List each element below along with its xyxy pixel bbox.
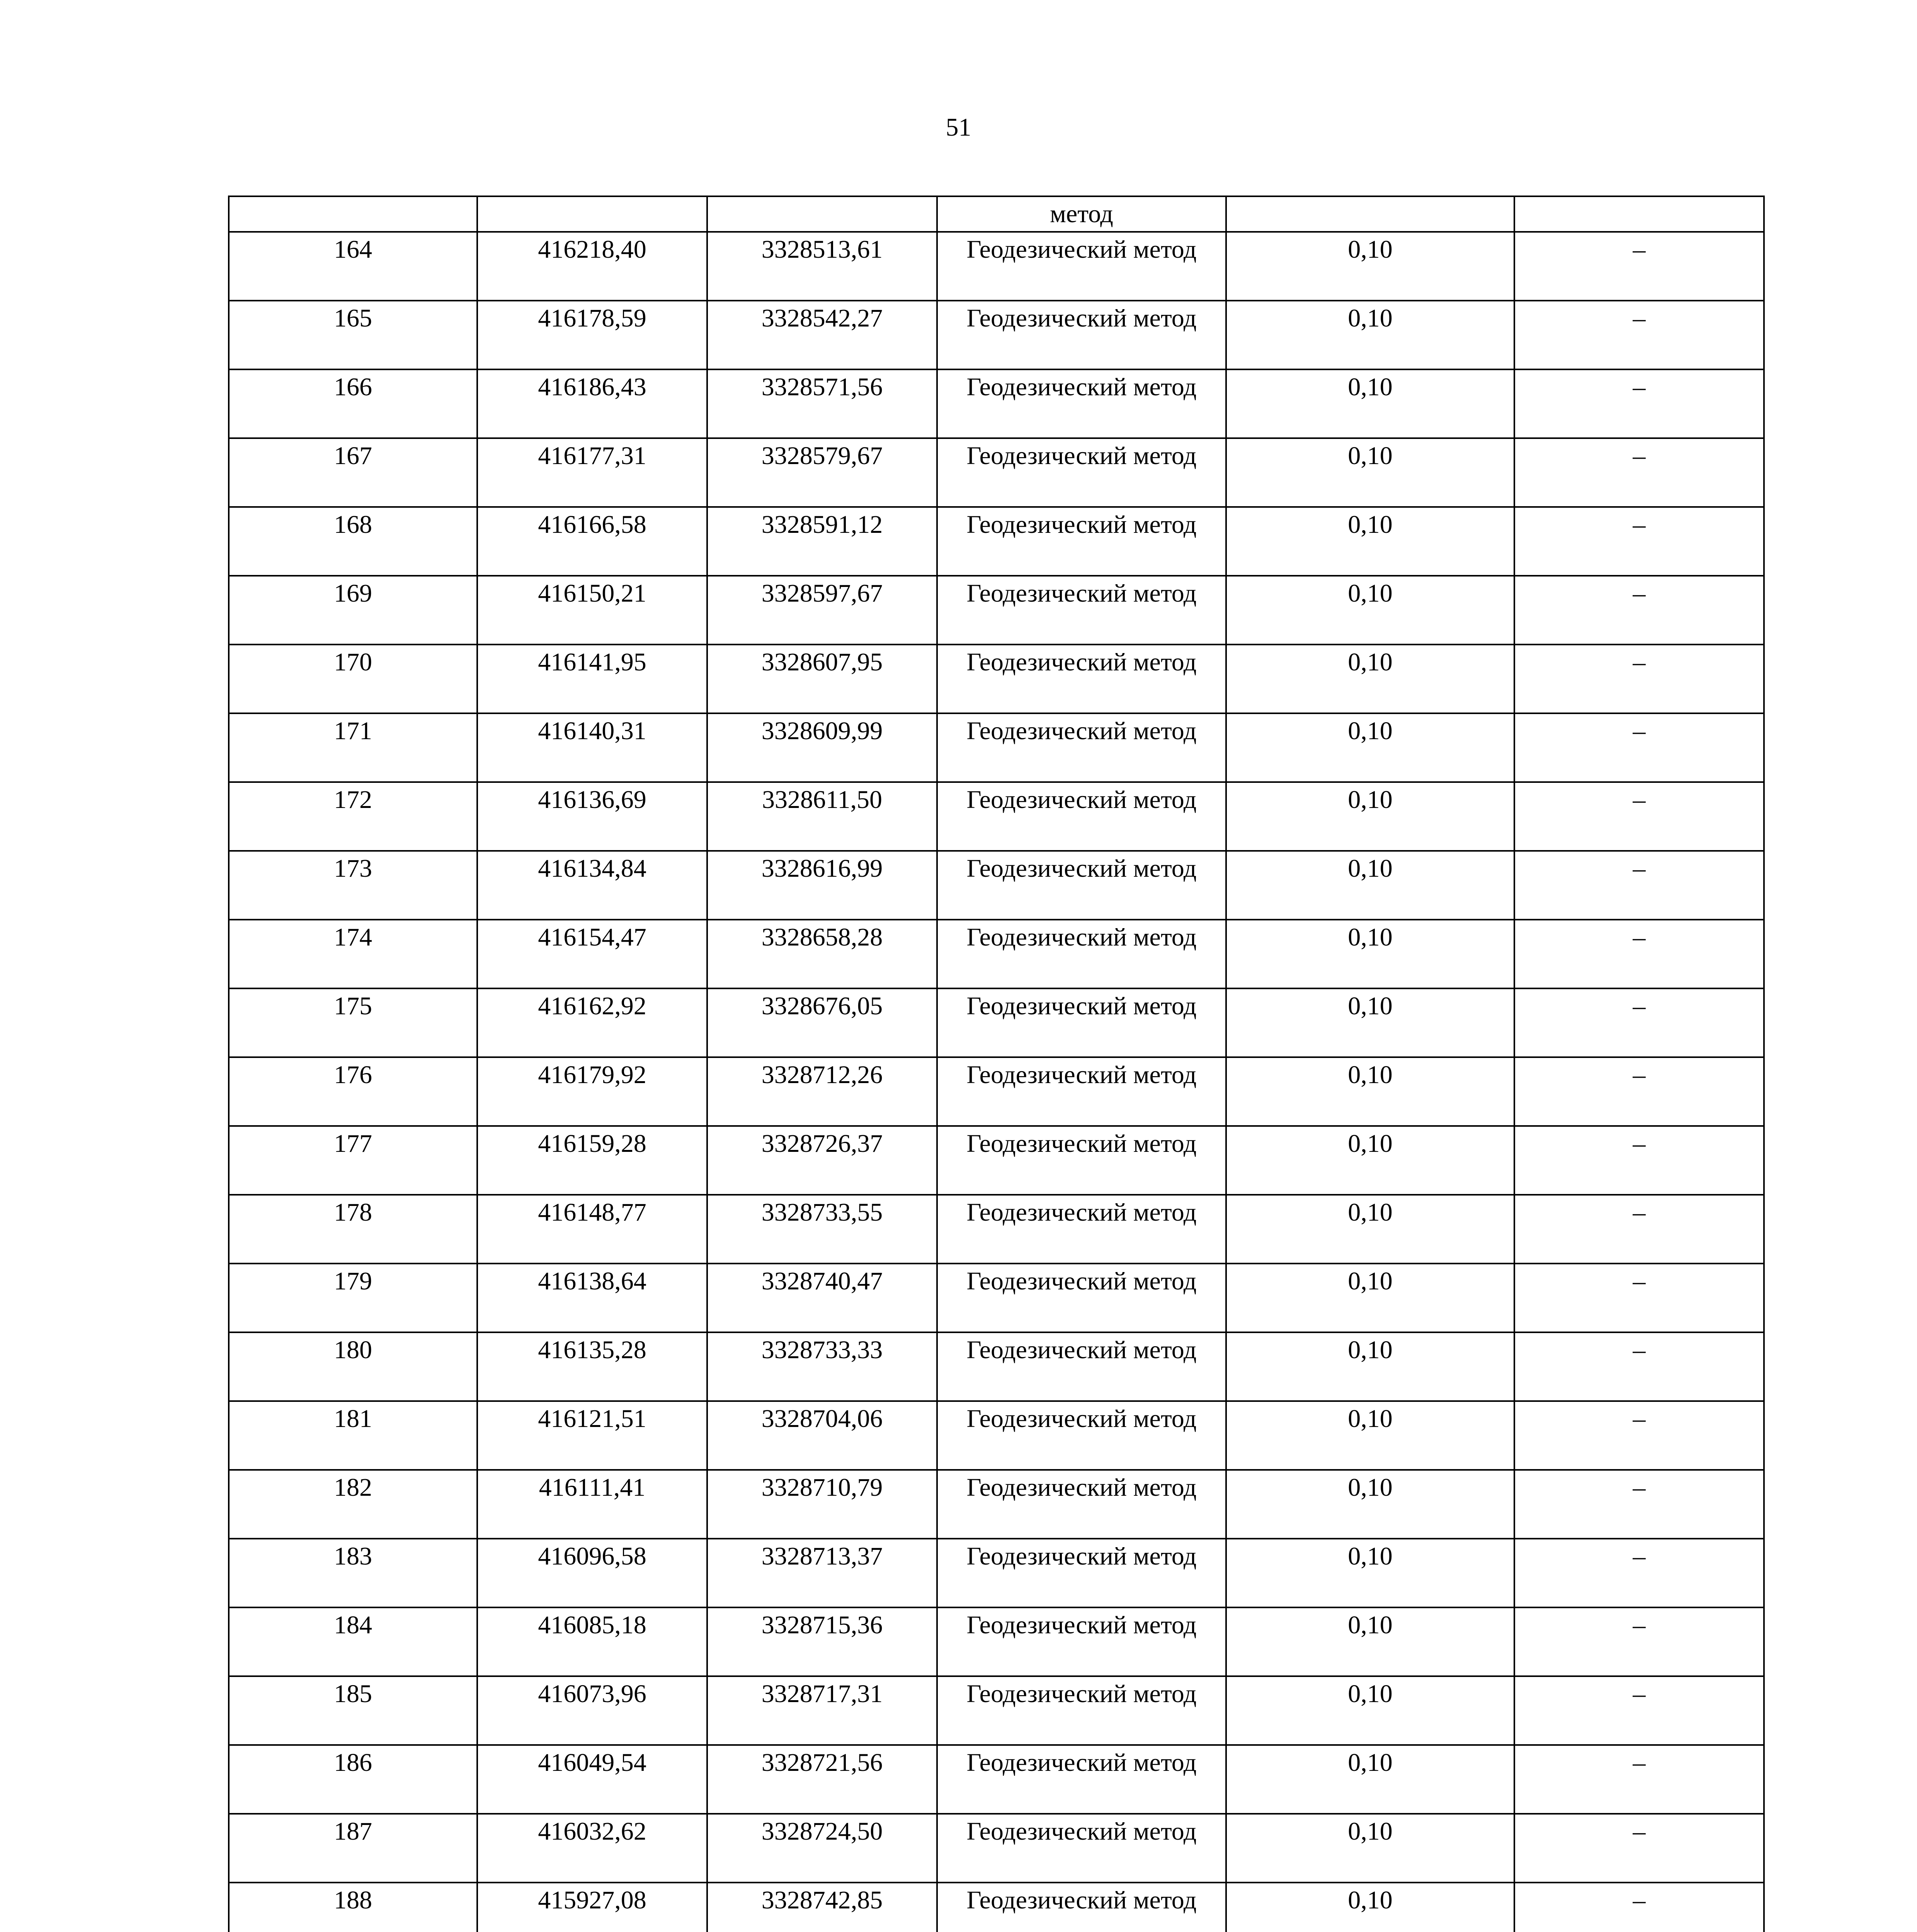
cell-precision: 0,10 (1226, 1883, 1514, 1932)
table-row (229, 920, 1764, 988)
cell-point-number (229, 196, 477, 232)
cell-method: Геодезический метод (937, 645, 1226, 713)
cell-point-number: 176 (229, 1057, 477, 1126)
cell-y-coordinate: 3328726,37 (707, 1126, 937, 1195)
cell-precision: 0,10 (1226, 988, 1514, 1057)
page-number: 51 (946, 113, 971, 141)
cell-method: Геодезический метод (937, 988, 1226, 1057)
cell-precision: 0,10 (1226, 301, 1514, 369)
cell-x-coordinate: 416177,31 (477, 438, 707, 507)
cell-point-number: 171 (229, 713, 477, 782)
table-row (229, 369, 1764, 438)
cell-y-coordinate (707, 196, 937, 232)
cell-precision: 0,10 (1226, 713, 1514, 782)
cell-y-coordinate: 3328721,56 (707, 1745, 937, 1814)
cell-y-coordinate: 3328609,99 (707, 713, 937, 782)
cell-precision: 0,10 (1226, 1195, 1514, 1264)
cell-precision: 0,10 (1226, 576, 1514, 645)
cell-method: Геодезический метод (937, 1195, 1226, 1264)
cell-point-number: 183 (229, 1539, 477, 1607)
cell-y-coordinate: 3328740,47 (707, 1264, 937, 1332)
cell-y-coordinate: 3328733,55 (707, 1195, 937, 1264)
table-row (229, 645, 1764, 713)
cell-y-coordinate: 3328542,27 (707, 301, 937, 369)
cell-y-coordinate: 3328704,06 (707, 1401, 937, 1470)
cell-note: – (1514, 1195, 1764, 1264)
cell-point-number: 164 (229, 232, 477, 301)
cell-precision: 0,10 (1226, 920, 1514, 988)
cell-x-coordinate: 416178,59 (477, 301, 707, 369)
cell-x-coordinate: 416138,64 (477, 1264, 707, 1332)
cell-point-number: 187 (229, 1814, 477, 1883)
cell-note: – (1514, 507, 1764, 576)
cell-x-coordinate: 416073,96 (477, 1676, 707, 1745)
cell-y-coordinate: 3328724,50 (707, 1814, 937, 1883)
table-row-continuation (229, 196, 1764, 232)
table-row (229, 1470, 1764, 1539)
cell-y-coordinate: 3328712,26 (707, 1057, 937, 1126)
cell-y-coordinate: 3328742,85 (707, 1883, 937, 1932)
cell-note: – (1514, 1539, 1764, 1607)
cell-note (1514, 196, 1764, 232)
table-row (229, 1814, 1764, 1883)
cell-note: – (1514, 1126, 1764, 1195)
cell-x-coordinate: 416218,40 (477, 232, 707, 301)
cell-precision: 0,10 (1226, 1539, 1514, 1607)
cell-method: Геодезический метод (937, 1401, 1226, 1470)
table-row (229, 713, 1764, 782)
table-row (229, 576, 1764, 645)
table-row (229, 1332, 1764, 1401)
cell-point-number: 181 (229, 1401, 477, 1470)
table-row (229, 1539, 1764, 1607)
cell-method: Геодезический метод (937, 920, 1226, 988)
cell-method: Геодезический метод (937, 1470, 1226, 1539)
cell-note: – (1514, 1883, 1764, 1932)
cell-x-coordinate: 416136,69 (477, 782, 707, 851)
cell-point-number: 166 (229, 369, 477, 438)
cell-y-coordinate: 3328607,95 (707, 645, 937, 713)
cell-precision: 0,10 (1226, 1676, 1514, 1745)
cell-y-coordinate: 3328658,28 (707, 920, 937, 988)
cell-method: Геодезический метод (937, 576, 1226, 645)
cell-precision: 0,10 (1226, 232, 1514, 301)
table-row (229, 782, 1764, 851)
table-row (229, 438, 1764, 507)
cell-y-coordinate: 3328713,37 (707, 1539, 937, 1607)
cell-x-coordinate: 416085,18 (477, 1607, 707, 1676)
table-row (229, 1057, 1764, 1126)
cell-y-coordinate: 3328579,67 (707, 438, 937, 507)
cell-method: Геодезический метод (937, 1057, 1226, 1126)
cell-x-coordinate: 416148,77 (477, 1195, 707, 1264)
cell-method: Геодезический метод (937, 1126, 1226, 1195)
cell-method: Геодезический метод (937, 232, 1226, 301)
cell-precision: 0,10 (1226, 1264, 1514, 1332)
cell-x-coordinate: 416166,58 (477, 507, 707, 576)
cell-precision: 0,10 (1226, 507, 1514, 576)
cell-point-number: 182 (229, 1470, 477, 1539)
cell-note: – (1514, 1470, 1764, 1539)
cell-point-number: 180 (229, 1332, 477, 1401)
table-row (229, 1745, 1764, 1814)
cell-x-coordinate: 416159,28 (477, 1126, 707, 1195)
coordinates-table (228, 196, 1765, 1932)
cell-x-coordinate: 416141,95 (477, 645, 707, 713)
cell-y-coordinate: 3328715,36 (707, 1607, 937, 1676)
cell-y-coordinate: 3328733,33 (707, 1332, 937, 1401)
cell-method: Геодезический метод (937, 1883, 1226, 1932)
cell-point-number: 186 (229, 1745, 477, 1814)
cell-point-number: 170 (229, 645, 477, 713)
cell-x-coordinate: 416111,41 (477, 1470, 707, 1539)
cell-method: Геодезический метод (937, 1332, 1226, 1401)
cell-precision: 0,10 (1226, 1332, 1514, 1401)
cell-x-coordinate: 416121,51 (477, 1401, 707, 1470)
cell-x-coordinate: 416179,92 (477, 1057, 707, 1126)
cell-precision: 0,10 (1226, 1126, 1514, 1195)
cell-precision: 0,10 (1226, 369, 1514, 438)
cell-method: Геодезический метод (937, 1676, 1226, 1745)
cell-point-number: 169 (229, 576, 477, 645)
cell-note: – (1514, 1676, 1764, 1745)
cell-x-coordinate: 416162,92 (477, 988, 707, 1057)
table-row (229, 1883, 1764, 1932)
cell-note: – (1514, 988, 1764, 1057)
table-row (229, 507, 1764, 576)
cell-x-coordinate: 416154,47 (477, 920, 707, 988)
cell-note: – (1514, 369, 1764, 438)
cell-note: – (1514, 438, 1764, 507)
cell-method: Геодезический метод (937, 1814, 1226, 1883)
cell-point-number: 174 (229, 920, 477, 988)
table-row (229, 1126, 1764, 1195)
cell-point-number: 165 (229, 301, 477, 369)
cell-precision: 0,10 (1226, 782, 1514, 851)
cell-note: – (1514, 301, 1764, 369)
table-row (229, 232, 1764, 301)
cell-point-number: 177 (229, 1126, 477, 1195)
cell-note: – (1514, 1814, 1764, 1883)
cell-precision: 0,10 (1226, 1814, 1514, 1883)
cell-method: Геодезический метод (937, 1539, 1226, 1607)
cell-x-coordinate: 416096,58 (477, 1539, 707, 1607)
cell-note: – (1514, 851, 1764, 920)
cell-method: Геодезический метод (937, 1264, 1226, 1332)
cell-x-coordinate: 416032,62 (477, 1814, 707, 1883)
cell-y-coordinate: 3328591,12 (707, 507, 937, 576)
cell-method: Геодезический метод (937, 782, 1226, 851)
cell-y-coordinate: 3328513,61 (707, 232, 937, 301)
cell-method: Геодезический метод (937, 369, 1226, 438)
cell-note: – (1514, 645, 1764, 713)
cell-method: Геодезический метод (937, 1607, 1226, 1676)
cell-x-coordinate: 416150,21 (477, 576, 707, 645)
cell-precision: 0,10 (1226, 1470, 1514, 1539)
cell-x-coordinate: 416049,54 (477, 1745, 707, 1814)
cell-method: Геодезический метод (937, 713, 1226, 782)
cell-x-coordinate: 416135,28 (477, 1332, 707, 1401)
cell-x-coordinate: 416134,84 (477, 851, 707, 920)
table-row (229, 1607, 1764, 1676)
cell-precision: 0,10 (1226, 1745, 1514, 1814)
cell-point-number: 172 (229, 782, 477, 851)
table-row (229, 988, 1764, 1057)
cell-note: – (1514, 576, 1764, 645)
cell-precision: 0,10 (1226, 851, 1514, 920)
cell-precision: 0,10 (1226, 645, 1514, 713)
cell-y-coordinate: 3328710,79 (707, 1470, 937, 1539)
cell-x-coordinate: 416186,43 (477, 369, 707, 438)
cell-note: – (1514, 1264, 1764, 1332)
cell-note: – (1514, 1401, 1764, 1470)
cell-x-coordinate: 416140,31 (477, 713, 707, 782)
cell-note: – (1514, 1607, 1764, 1676)
cell-x-coordinate (477, 196, 707, 232)
cell-note: – (1514, 782, 1764, 851)
cell-precision: 0,10 (1226, 1401, 1514, 1470)
cell-method: Геодезический метод (937, 851, 1226, 920)
cell-point-number: 188 (229, 1883, 477, 1932)
table-row (229, 1676, 1764, 1745)
cell-point-number: 179 (229, 1264, 477, 1332)
cell-y-coordinate: 3328616,99 (707, 851, 937, 920)
cell-point-number: 184 (229, 1607, 477, 1676)
cell-point-number: 185 (229, 1676, 477, 1745)
cell-y-coordinate: 3328597,67 (707, 576, 937, 645)
table-row (229, 1401, 1764, 1470)
cell-precision: 0,10 (1226, 1057, 1514, 1126)
cell-method: Геодезический метод (937, 301, 1226, 369)
cell-point-number: 178 (229, 1195, 477, 1264)
cell-y-coordinate: 3328611,50 (707, 782, 937, 851)
cell-note: – (1514, 1332, 1764, 1401)
cell-point-number: 173 (229, 851, 477, 920)
table-row (229, 1195, 1764, 1264)
cell-note: – (1514, 920, 1764, 988)
cell-note: – (1514, 713, 1764, 782)
table-row (229, 1264, 1764, 1332)
cell-x-coordinate: 415927,08 (477, 1883, 707, 1932)
cell-method: Геодезический метод (937, 438, 1226, 507)
cell-precision: 0,10 (1226, 1607, 1514, 1676)
cell-point-number: 167 (229, 438, 477, 507)
table-row (229, 851, 1764, 920)
cell-y-coordinate: 3328571,56 (707, 369, 937, 438)
table-row (229, 301, 1764, 369)
cell-method: Геодезический метод (937, 507, 1226, 576)
coordinates-table-body (229, 196, 1764, 1932)
cell-y-coordinate: 3328717,31 (707, 1676, 937, 1745)
cell-note: – (1514, 1057, 1764, 1126)
cell-point-number: 168 (229, 507, 477, 576)
cell-precision (1226, 196, 1514, 232)
cell-precision: 0,10 (1226, 438, 1514, 507)
cell-point-number: 175 (229, 988, 477, 1057)
cell-method: Геодезический метод (937, 1745, 1226, 1814)
cell-note: – (1514, 1745, 1764, 1814)
cell-y-coordinate: 3328676,05 (707, 988, 937, 1057)
cell-method: метод (937, 196, 1226, 232)
cell-note: – (1514, 232, 1764, 301)
